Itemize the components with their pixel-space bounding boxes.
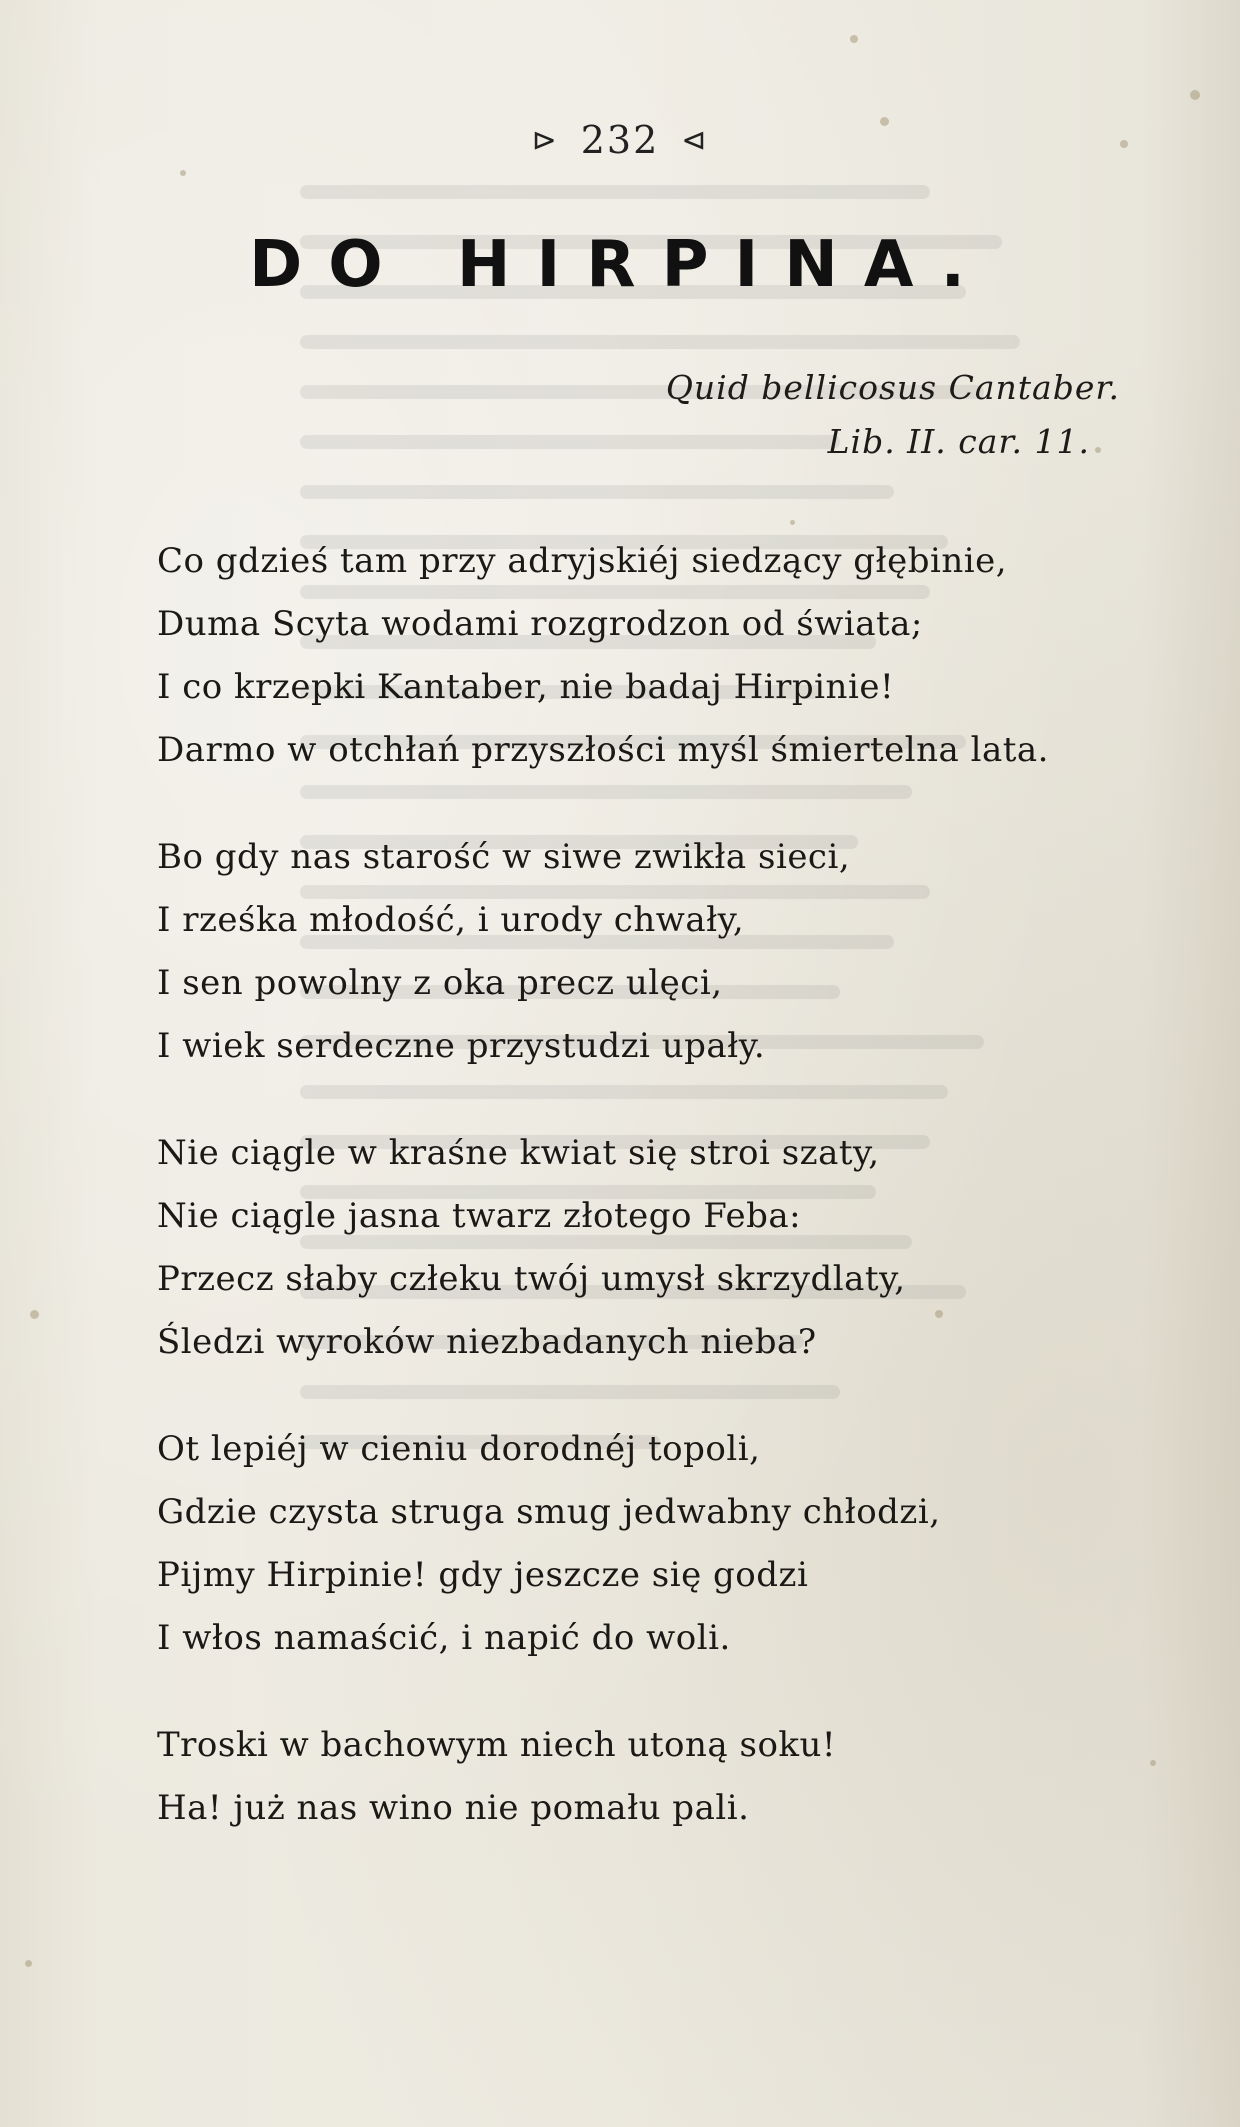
verse-line: I rześka młodość, i urody chwały, — [157, 900, 745, 940]
paper-speck — [1190, 90, 1200, 100]
verse-line: Co gdzieś tam przy adryjskiéj siedzący głębinie, — [157, 541, 1008, 581]
page-number: 232 — [580, 118, 660, 162]
verse-line: Nie ciągle jasna twarz złotego Feba: — [157, 1196, 802, 1236]
verse-line: Śledzi wyroków niezbadanych nieba? — [157, 1322, 817, 1362]
verse-line: Darmo w otchłań przyszłości myśl śmiertelna lata. — [157, 730, 1049, 770]
verse-line: Gdzie czysta struga smug jedwabny chłodzi, — [157, 1492, 941, 1532]
poem-body — [157, 530, 1157, 1884]
verse-line: Bo gdy nas starość w siwe zwikła sieci, — [157, 837, 851, 877]
verse-line: Nie ciągle w kraśne kwiat się stroi szaty, — [157, 1133, 880, 1173]
page-number-header — [0, 118, 1240, 162]
verse-line: I włos namaścić, i napić do woli. — [157, 1618, 731, 1658]
stanza-4 — [157, 1418, 1157, 1670]
paper-speck — [790, 520, 795, 525]
paper-speck — [1095, 447, 1101, 453]
paper-speck — [180, 170, 186, 176]
epigraph-line-2: Lib. II. car. 11. — [827, 422, 1090, 461]
stanza-1 — [157, 530, 1157, 782]
epigraph-line-1: Quid bellicosus Cantaber. — [665, 368, 1120, 407]
verse-line: I co krzepki Kantaber, nie badaj Hirpinie! — [157, 667, 895, 707]
verse-line: Duma Scyta wodami rozgrodzon od świata; — [157, 604, 923, 644]
stanza-5 — [157, 1714, 1157, 1840]
verse-line: Przecz słaby człeku twój umysł skrzydlaty, — [157, 1259, 906, 1299]
verse-line: Ot lepiéj w cieniu dorodnéj topoli, — [157, 1429, 761, 1469]
stanza-3 — [157, 1122, 1157, 1374]
verse-line: I wiek serdeczne przystudzi upały. — [157, 1026, 766, 1066]
verse-line: Pijmy Hirpinie! gdy jeszcze się godzi — [157, 1555, 809, 1595]
paper-speck — [25, 1960, 32, 1967]
left-ornament-icon: ⊳ — [531, 123, 559, 158]
stanza-2 — [157, 826, 1157, 1078]
paper-speck — [850, 35, 858, 43]
paper-speck — [30, 1310, 39, 1319]
poem-title: DO HIRPINA. — [249, 228, 991, 302]
verse-line: I sen powolny z oka precz ulęci, — [157, 963, 723, 1003]
verse-line: Troski w bachowym niech utoną soku! — [157, 1725, 837, 1765]
verse-line: Ha! już nas wino nie pomału pali. — [157, 1788, 750, 1828]
right-ornament-icon: ⊲ — [681, 123, 709, 158]
